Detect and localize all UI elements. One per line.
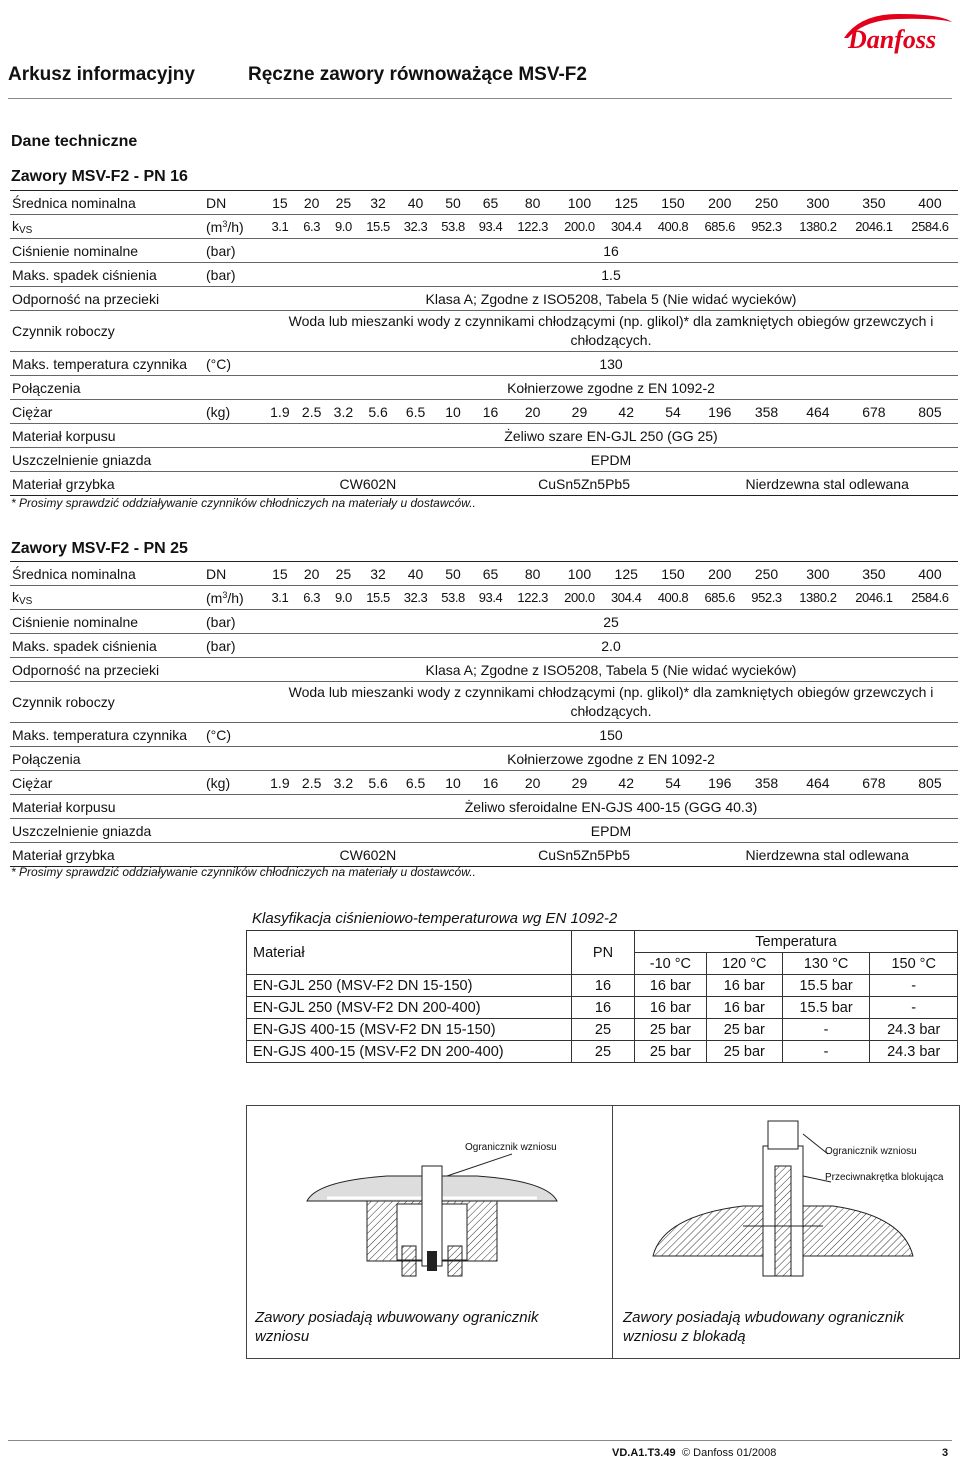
kvs-value: 2046.1 (846, 215, 902, 239)
cls-value: 16 (572, 997, 635, 1019)
dn-value: 80 (509, 191, 556, 215)
weight-value: 3.2 (328, 400, 360, 424)
pn25-note: * Prosimy sprawdzić oddziaływanie czynników chłodniczych na materiały u dostawców.. (11, 865, 476, 879)
dn-value: 50 (434, 191, 472, 215)
kvs-value: 2046.1 (846, 586, 902, 610)
cone-material-value: Nierdzewna stal odlewana (696, 843, 958, 867)
medium-value: Woda lub mieszanki wody z czynnikami chłodzącymi (np. glikol)* dla zamkniętych obiegów grzewczych i chłodzących. (264, 682, 958, 723)
max-temp-value: 130 (264, 352, 958, 376)
dn-value: 15 (264, 191, 296, 215)
pn16-note: * Prosimy sprawdzić oddziaływanie czynników chłodniczych na materiały u dostawców.. (11, 496, 476, 510)
dn-value: 250 (743, 191, 790, 215)
kvs-value: 93.4 (472, 215, 510, 239)
row-label: Uszczelnienie gniazda (10, 448, 204, 472)
dn-value: 80 (509, 562, 556, 586)
kvs-value: 32.3 (397, 586, 435, 610)
cls-temp: 150 °C (870, 953, 958, 975)
row-unit (204, 215, 264, 239)
dn-value: 150 (650, 562, 697, 586)
kvs-value: 200.0 (556, 586, 603, 610)
cls-value: - (870, 997, 958, 1019)
row-unit: DN (204, 562, 264, 586)
footer-rule (8, 1440, 952, 1441)
weight-value: 1.9 (264, 400, 296, 424)
row-label: Połączenia (10, 747, 204, 771)
row-label: Uszczelnienie gniazda (10, 819, 204, 843)
right-locknut-label: Przeciwnakrętka blokująca (825, 1172, 944, 1183)
weight-value: 54 (650, 400, 697, 424)
weight-value: 16 (472, 400, 510, 424)
body-material-value: Żeliwo sferoidalne EN-GJS 400-15 (GGG 40.3) (264, 795, 958, 819)
row-unit (204, 843, 264, 867)
row-label (10, 215, 204, 239)
weight-value: 20 (509, 400, 556, 424)
cls-value: 16 bar (635, 997, 707, 1019)
weight-value: 678 (846, 400, 902, 424)
cls-value: 16 bar (706, 997, 782, 1019)
weight-value: 358 (743, 771, 790, 795)
pn25-title: Zawory MSV-F2 - PN 25 (11, 540, 188, 557)
weight-value: 29 (556, 771, 603, 795)
kvs-value: 122.3 (509, 586, 556, 610)
product-title: Ręczne zawory równoważące MSV-F2 (248, 64, 587, 85)
dn-value: 350 (846, 562, 902, 586)
max-pressure-drop-value: 1.5 (264, 263, 958, 287)
footer-code: VD.A1.T3.49 (612, 1447, 676, 1459)
left-stop-label: Ogranicznik wzniosu (465, 1142, 557, 1153)
dn-value: 100 (556, 191, 603, 215)
cls-material: EN-GJL 250 (MSV-F2 DN 15-150) (247, 975, 572, 997)
weight-value: 6.5 (397, 771, 435, 795)
weight-value: 29 (556, 400, 603, 424)
weight-value: 3.2 (328, 771, 360, 795)
pn25-table (10, 561, 958, 867)
weight-value: 196 (696, 771, 743, 795)
row-unit: (bar) (204, 634, 264, 658)
kvs-k: k (12, 217, 19, 234)
row-label: Materiał korpusu (10, 424, 204, 448)
cls-material: EN-GJS 400-15 (MSV-F2 DN 15-150) (247, 1019, 572, 1041)
section-title: Dane techniczne (11, 133, 138, 150)
dn-value: 300 (790, 191, 846, 215)
row-unit (204, 747, 264, 771)
row-label: Maks. temperatura czynnika (10, 352, 204, 376)
row-unit (204, 795, 264, 819)
kvs-unit-post: /h) (227, 589, 244, 606)
svg-text:Danfoss: Danfoss (848, 25, 937, 54)
cls-material: EN-GJL 250 (MSV-F2 DN 200-400) (247, 997, 572, 1019)
kvs-value: 93.4 (472, 586, 510, 610)
leakage-value: Klasa A; Zgodne z ISO5208, Tabela 5 (Nie widać wycieków) (264, 658, 958, 682)
cls-value: - (870, 975, 958, 997)
medium-value: Woda lub mieszanki wody z czynnikami chłodzącymi (np. glikol)* dla zamkniętych obiegów grzewczych i chłodzących. (264, 311, 958, 352)
row-label (10, 586, 204, 610)
doc-type: Arkusz informacyjny (8, 64, 195, 85)
weight-value: 42 (603, 400, 650, 424)
dn-value: 250 (743, 562, 790, 586)
weight-value: 5.6 (359, 771, 397, 795)
row-unit: (bar) (204, 263, 264, 287)
kvs-value: 3.1 (264, 215, 296, 239)
weight-value: 16 (472, 771, 510, 795)
cone-material-value: CW602N (264, 843, 472, 867)
dn-value: 200 (696, 562, 743, 586)
classification-title: Klasyfikacja ciśnieniowo-temperaturowa wg EN 1092-2 (252, 910, 618, 927)
cls-value: 15.5 bar (782, 975, 870, 997)
dn-value: 15 (264, 562, 296, 586)
kvs-k: k (12, 588, 19, 605)
row-label: Ciśnienie nominalne (10, 239, 204, 263)
kvs-value: 200.0 (556, 215, 603, 239)
kvs-value: 1380.2 (790, 215, 846, 239)
row-unit (204, 682, 264, 723)
kvs-value: 2584.6 (902, 586, 958, 610)
row-unit: (kg) (204, 400, 264, 424)
kvs-value: 400.8 (650, 215, 697, 239)
cls-value: 24.3 bar (870, 1041, 958, 1063)
kvs-unit: (m (206, 218, 223, 235)
row-unit (204, 287, 264, 311)
row-unit: (bar) (204, 239, 264, 263)
row-label: Materiał korpusu (10, 795, 204, 819)
valve-drawing-right (613, 1106, 959, 1286)
right-stop-label: Ogranicznik wzniosu (825, 1146, 917, 1157)
weight-value: 464 (790, 771, 846, 795)
connections-value: Kołnierzowe zgodne z EN 1092-2 (264, 376, 958, 400)
cls-temp: 130 °C (782, 953, 870, 975)
cls-value: 25 (572, 1041, 635, 1063)
dn-value: 65 (472, 562, 510, 586)
pn16-title: Zawory MSV-F2 - PN 16 (11, 168, 188, 185)
weight-value: 464 (790, 400, 846, 424)
dn-value: 300 (790, 562, 846, 586)
cls-value: 16 bar (635, 975, 707, 997)
row-label: Materiał grzybka (10, 843, 204, 867)
kvs-value: 15.5 (359, 215, 397, 239)
dn-value: 40 (397, 562, 435, 586)
right-caption: Zawory posiadają wbudowany ogranicznik wzniosu z blokadą (623, 1309, 904, 1345)
dn-value: 350 (846, 191, 902, 215)
cls-value: 25 (572, 1019, 635, 1041)
kvs-sub: VS (19, 224, 33, 236)
weight-value: 2.5 (296, 400, 328, 424)
kvs-unit-post: /h) (227, 218, 244, 235)
connections-value: Kołnierzowe zgodne z EN 1092-2 (264, 747, 958, 771)
kvs-value: 304.4 (603, 586, 650, 610)
cls-value: 16 (572, 975, 635, 997)
kvs-value: 952.3 (743, 586, 790, 610)
page-number: 3 (942, 1447, 949, 1459)
kvs-value: 685.6 (696, 586, 743, 610)
cls-material: EN-GJS 400-15 (MSV-F2 DN 200-400) (247, 1041, 572, 1063)
kvs-value: 9.0 (328, 215, 360, 239)
dn-value: 32 (359, 191, 397, 215)
nominal-pressure-value: 16 (264, 239, 958, 263)
row-label: Ciśnienie nominalne (10, 610, 204, 634)
dn-value: 65 (472, 191, 510, 215)
kvs-sub: VS (19, 595, 33, 607)
max-pressure-drop-value: 2.0 (264, 634, 958, 658)
body-material-value: Żeliwo szare EN-GJL 250 (GG 25) (264, 424, 958, 448)
cls-value: 24.3 bar (870, 1019, 958, 1041)
max-temp-value: 150 (264, 723, 958, 747)
weight-value: 10 (434, 771, 472, 795)
weight-value: 20 (509, 771, 556, 795)
classification-table (246, 930, 958, 1063)
cone-material-value: CuSn5Zn5Pb5 (472, 472, 697, 496)
page-header (8, 64, 952, 90)
row-unit (204, 472, 264, 496)
cone-material-value: CW602N (264, 472, 472, 496)
row-unit (204, 376, 264, 400)
weight-value: 678 (846, 771, 902, 795)
dn-value: 150 (650, 191, 697, 215)
row-label: Czynnik roboczy (10, 682, 204, 723)
cone-material-value: CuSn5Zn5Pb5 (472, 843, 697, 867)
row-label: Maks. temperatura czynnika (10, 723, 204, 747)
kvs-value: 6.3 (296, 215, 328, 239)
kvs-value: 400.8 (650, 586, 697, 610)
cls-value: 25 bar (706, 1019, 782, 1041)
header-rule (8, 98, 952, 99)
kvs-unit: (m (206, 589, 223, 606)
dn-value: 40 (397, 191, 435, 215)
cls-header-temp: Temperatura (635, 931, 958, 953)
weight-value: 358 (743, 400, 790, 424)
kvs-value: 685.6 (696, 215, 743, 239)
dn-value: 32 (359, 562, 397, 586)
row-unit (204, 448, 264, 472)
cls-header-material: Materiał (247, 931, 572, 975)
dn-value: 400 (902, 191, 958, 215)
cls-value: 16 bar (706, 975, 782, 997)
weight-value: 6.5 (397, 400, 435, 424)
dn-value: 400 (902, 562, 958, 586)
weight-value: 805 (902, 771, 958, 795)
kvs-value: 304.4 (603, 215, 650, 239)
row-label: Maks. spadek ciśnienia (10, 634, 204, 658)
seat-seal-value: EPDM (264, 448, 958, 472)
cls-header-pn: PN (572, 931, 635, 975)
cls-value: - (782, 1019, 870, 1041)
weight-value: 805 (902, 400, 958, 424)
pn16-table (10, 190, 958, 496)
row-unit: (bar) (204, 610, 264, 634)
dn-value: 125 (603, 562, 650, 586)
kvs-value: 1380.2 (790, 586, 846, 610)
cls-value: - (782, 1041, 870, 1063)
row-label: Średnica nominalna (10, 191, 204, 215)
row-unit (204, 424, 264, 448)
dn-value: 20 (296, 562, 328, 586)
kvs-value: 122.3 (509, 215, 556, 239)
row-unit: (kg) (204, 771, 264, 795)
kvs-value: 6.3 (296, 586, 328, 610)
dn-value: 20 (296, 191, 328, 215)
kvs-value: 32.3 (397, 215, 435, 239)
cls-value: 25 bar (706, 1041, 782, 1063)
kvs-unit-sup: 3 (222, 218, 228, 229)
kvs-value: 9.0 (328, 586, 360, 610)
cls-value: 15.5 bar (782, 997, 870, 1019)
row-label: Odporność na przecieki (10, 287, 204, 311)
cls-temp: 120 °C (706, 953, 782, 975)
dn-value: 125 (603, 191, 650, 215)
row-label: Połączenia (10, 376, 204, 400)
weight-value: 54 (650, 771, 697, 795)
dn-value: 25 (328, 191, 360, 215)
kvs-value: 952.3 (743, 215, 790, 239)
cls-value: 25 bar (635, 1019, 707, 1041)
weight-value: 42 (603, 771, 650, 795)
row-label: Materiał grzybka (10, 472, 204, 496)
weight-value: 10 (434, 400, 472, 424)
danfoss-logo (840, 8, 956, 56)
valve-drawing-left (247, 1106, 612, 1286)
dn-value: 200 (696, 191, 743, 215)
figures-box (246, 1105, 960, 1359)
dn-value: 25 (328, 562, 360, 586)
kvs-value: 3.1 (264, 586, 296, 610)
kvs-value: 53.8 (434, 586, 472, 610)
row-unit: (°C) (204, 723, 264, 747)
left-caption: Zawory posiadają wbuwowany ogranicznik wzniosu (255, 1309, 539, 1345)
dn-value: 100 (556, 562, 603, 586)
cls-temp: -10 °C (635, 953, 707, 975)
row-label: Maks. spadek ciśnienia (10, 263, 204, 287)
nominal-pressure-value: 25 (264, 610, 958, 634)
row-unit: (°C) (204, 352, 264, 376)
row-unit (204, 658, 264, 682)
leakage-value: Klasa A; Zgodne z ISO5208, Tabela 5 (Nie widać wycieków) (264, 287, 958, 311)
kvs-value: 2584.6 (902, 215, 958, 239)
footer-copyright: © Danfoss 01/2008 (682, 1447, 777, 1459)
cone-material-value: Nierdzewna stal odlewana (696, 472, 958, 496)
kvs-value: 53.8 (434, 215, 472, 239)
weight-value: 1.9 (264, 771, 296, 795)
row-label: Średnica nominalna (10, 562, 204, 586)
row-unit (204, 311, 264, 352)
seat-seal-value: EPDM (264, 819, 958, 843)
row-label: Ciężar (10, 771, 204, 795)
row-unit (204, 586, 264, 610)
kvs-value: 15.5 (359, 586, 397, 610)
row-label: Czynnik roboczy (10, 311, 204, 352)
row-label: Odporność na przecieki (10, 658, 204, 682)
row-unit: DN (204, 191, 264, 215)
weight-value: 196 (696, 400, 743, 424)
cls-value: 25 bar (635, 1041, 707, 1063)
weight-value: 2.5 (296, 771, 328, 795)
row-unit (204, 819, 264, 843)
kvs-unit-sup: 3 (222, 589, 228, 600)
row-label: Ciężar (10, 400, 204, 424)
dn-value: 50 (434, 562, 472, 586)
weight-value: 5.6 (359, 400, 397, 424)
